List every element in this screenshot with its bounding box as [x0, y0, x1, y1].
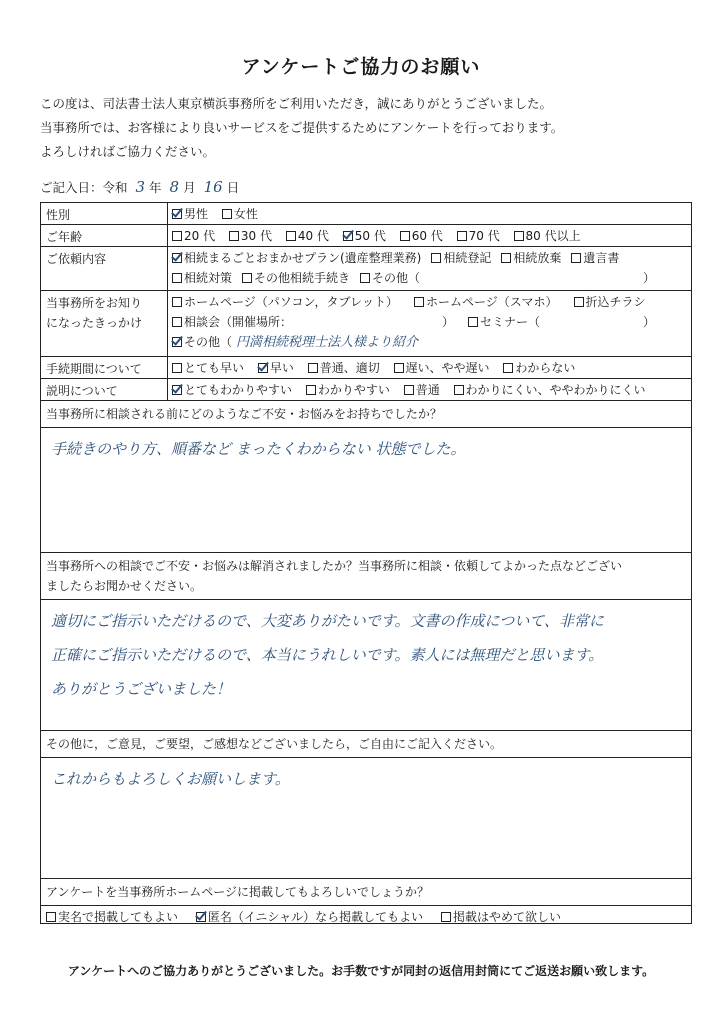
duration-option[interactable]: 早い [258, 361, 294, 375]
age-option[interactable]: 50 代 [343, 229, 386, 243]
age-option[interactable]: 80 代以上 [514, 229, 581, 243]
checkbox[interactable] [457, 231, 467, 241]
date-label: ご記入日：令和 [40, 180, 128, 195]
source-row [41, 291, 691, 357]
duration-option[interactable]: 普通、適切 [308, 361, 380, 375]
q2-block [41, 553, 691, 731]
request-label: ご依頼内容 [41, 247, 168, 290]
checkbox[interactable] [222, 209, 232, 219]
source-label: 当事務所をお知り になったきっかけ [41, 291, 168, 356]
explain-option[interactable]: 普通 [404, 383, 440, 397]
footer-thanks: アンケートへのご協力ありがとうございました。お手数ですが同封の返信用封筒にてご返送お願い致します。 [67, 964, 655, 978]
source-other[interactable]: その他（ 円満相続税理士法人様より紹介 [172, 332, 418, 353]
age-option[interactable]: 40 代 [286, 229, 329, 243]
explain-label: 説明について [41, 379, 168, 400]
checkbox[interactable] [454, 385, 464, 395]
checkbox[interactable] [196, 912, 206, 922]
age-row [41, 225, 691, 247]
source-seminar[interactable]: セミナー（ [468, 312, 633, 332]
q3-question: その他に，ご意見，ご要望，ご感想などございましたら，ご自由にご記入ください。 [41, 731, 691, 758]
source-option[interactable]: ホームページ（パソコン，タブレット） [172, 292, 398, 312]
age-label: ご年齢 [41, 225, 168, 246]
checkbox[interactable] [286, 231, 296, 241]
checkbox[interactable] [172, 363, 182, 373]
publish-question: アンケートを当事務所ホームページに掲載してもよろしいでしょうか？ [41, 879, 691, 906]
duration-row [41, 357, 691, 379]
publish-option[interactable]: 匿名（イニシャル）なら掲載してもよい [196, 910, 423, 924]
request-option[interactable]: 遺言書 [571, 248, 619, 268]
checkbox[interactable] [360, 273, 370, 283]
duration-option[interactable]: 遅い、やや遅い [394, 361, 490, 375]
duration-option[interactable]: わからない [503, 361, 575, 375]
paren-close: ） [642, 271, 655, 285]
intro-text [40, 92, 563, 164]
survey-form [40, 202, 692, 924]
checkbox[interactable] [172, 253, 182, 263]
checkbox[interactable] [172, 317, 182, 327]
q3-answer[interactable]: これからもよろしくお願いします。 [51, 770, 290, 788]
date-day[interactable]: 16 [203, 178, 223, 196]
checkbox[interactable] [514, 231, 524, 241]
intro-line: この度は、司法書士法人東京横浜事務所をご利用いただき，誠にありがとうございました。 [40, 96, 553, 111]
checkbox[interactable] [571, 253, 581, 263]
request-option[interactable]: 相続登記 [431, 248, 491, 268]
gender-row [41, 203, 691, 225]
duration-label: 手続期間について [41, 357, 168, 378]
q2-question: 当事務所への相談でご不安・お悩みは解消されましたか？当事務所に相談・依頼してよかった点などござい ましたらお聞かせください。 [41, 553, 691, 600]
page-title: アンケートご協力のお願い [241, 56, 481, 78]
checkbox[interactable] [441, 912, 451, 922]
checkbox[interactable] [172, 273, 182, 283]
q1-question: 当事務所に相談される前にどのようなご不安・お悩みをお持ちでしたか？ [41, 401, 691, 428]
duration-option[interactable]: とても早い [172, 361, 244, 375]
checkbox[interactable] [574, 297, 584, 307]
checkbox[interactable] [258, 363, 268, 373]
request-other[interactable]: その他（ [360, 268, 633, 288]
publish-option[interactable]: 掲載はやめて欲しい [441, 910, 561, 924]
date-year[interactable]: 3 [135, 178, 146, 196]
request-option[interactable]: 相続放棄 [501, 248, 561, 268]
checkbox[interactable] [172, 385, 182, 395]
explain-option[interactable]: わかりやすい [306, 383, 390, 397]
checkbox[interactable] [172, 337, 182, 347]
q1-block [41, 401, 691, 553]
request-row [41, 247, 691, 291]
checkbox[interactable] [172, 231, 182, 241]
paren-close: ） [442, 315, 455, 329]
gender-option[interactable]: 男性 [172, 207, 208, 221]
year-unit: 年 [149, 180, 162, 195]
checkbox[interactable] [242, 273, 252, 283]
explain-row [41, 379, 691, 401]
request-option[interactable]: 相続対策 [172, 268, 232, 288]
checkbox[interactable] [404, 385, 414, 395]
intro-line: よろしければご協力ください。 [40, 144, 216, 159]
day-unit: 日 [226, 180, 240, 195]
request-option[interactable]: その他相続手続き [242, 268, 350, 288]
checkbox[interactable] [308, 363, 318, 373]
checkbox[interactable] [172, 297, 182, 307]
checkbox[interactable] [400, 231, 410, 241]
age-option[interactable]: 60 代 [400, 229, 443, 243]
age-option[interactable]: 70 代 [457, 229, 500, 243]
publish-block [41, 879, 691, 923]
source-other-answer[interactable]: 円満相続税理士法人様より紹介 [236, 335, 419, 350]
q2-answer[interactable]: 適切にご指示いただけるので、大変ありがたいです。文書の作成について、非常に 正確にご指示いただけるので、本当にうれしいです。素人には無理だと思います。 ありがとうございました！ [51, 612, 604, 698]
gender-label: 性別 [41, 203, 168, 224]
checkbox[interactable] [229, 231, 239, 241]
request-option[interactable]: 相続まるごとおまかせプラン(遺産整理業務) [172, 248, 421, 268]
checkbox[interactable] [306, 385, 316, 395]
q1-answer[interactable]: 手続きのやり方、順番など まったくわからない 状態でした。 [51, 440, 466, 458]
source-seminar-hall[interactable]: 相談会（開催場所： [172, 312, 442, 332]
publish-option[interactable]: 実名で掲載してもよい [46, 910, 178, 924]
checkbox[interactable] [172, 209, 182, 219]
paren-close: ） [642, 315, 655, 329]
source-option[interactable]: 折込チラシ [574, 292, 646, 312]
source-option[interactable]: ホームページ（スマホ） [414, 292, 558, 312]
age-option[interactable]: 30 代 [229, 229, 272, 243]
date-month[interactable]: 8 [169, 178, 180, 196]
intro-line: 当事務所では、お客様により良いサービスをご提供するためにアンケートを行っております。 [40, 120, 564, 135]
checkbox[interactable] [431, 253, 441, 263]
explain-option[interactable]: わかりにくい、ややわかりにくい [454, 383, 646, 397]
date-line [40, 178, 239, 196]
age-option[interactable]: 20 代 [172, 229, 215, 243]
gender-option[interactable]: 女性 [222, 207, 258, 221]
month-unit: 月 [183, 180, 196, 195]
checkbox[interactable] [46, 912, 56, 922]
q3-block [41, 731, 691, 879]
checkbox[interactable] [343, 231, 353, 241]
checkbox[interactable] [394, 363, 404, 373]
checkbox[interactable] [503, 363, 513, 373]
explain-option[interactable]: とてもわかりやすい [172, 383, 292, 397]
checkbox[interactable] [414, 297, 424, 307]
checkbox[interactable] [468, 317, 478, 327]
checkbox[interactable] [501, 253, 511, 263]
